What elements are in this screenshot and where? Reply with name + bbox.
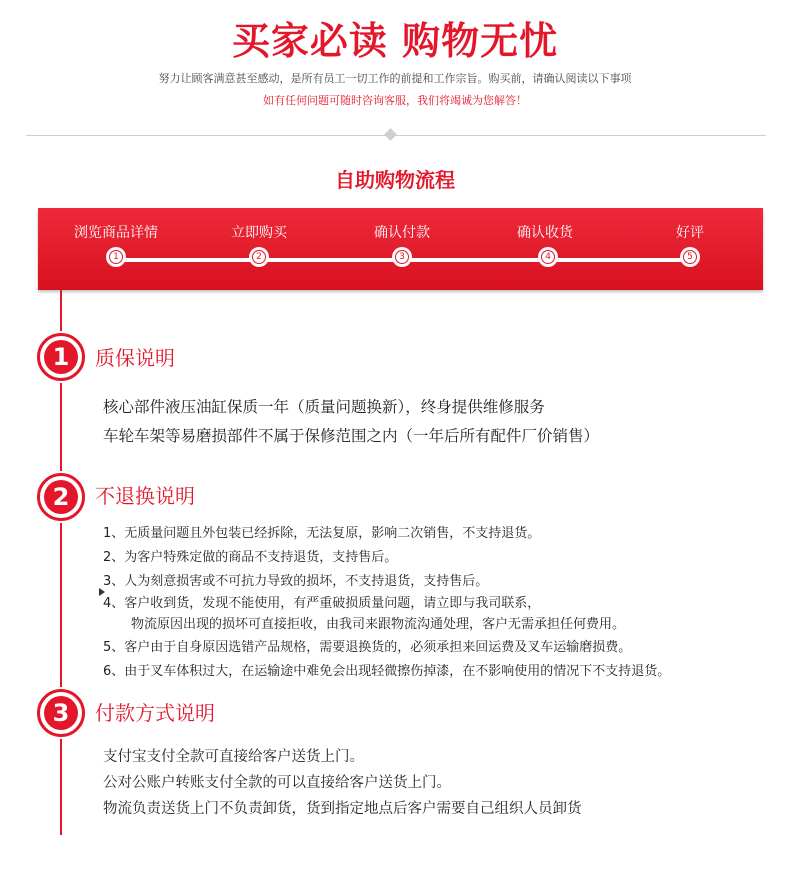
notice-text: 如有任何问题可随时咨询客服，我们将竭诚为您解答！: [263, 94, 527, 107]
section-line: 3、人为刻意损害或不可抗力导致的损坏，不支持退货，支持售后。: [103, 574, 489, 589]
section-line: 1、无质量问题且外包装已经拆除，无法复原，影响二次销售，不支持退货。: [103, 526, 541, 541]
diamond-icon: [384, 128, 397, 141]
page-title: 买家必读 购物无忧: [231, 19, 559, 63]
step-number: 1: [109, 250, 123, 264]
flow-title: 自助购物流程: [335, 168, 455, 192]
section-title-payment: 付款方式说明: [95, 701, 215, 725]
flow-step-marker: [249, 247, 269, 267]
flow-step-label: 浏览商品详情: [74, 225, 158, 241]
intro-text: 努力让顾客满意甚至感动，是所有员工一切工作的前提和工作宗旨。购买前，请确认阅读以下事项: [158, 72, 632, 85]
section-line: 4、客户收到货，发现不能使用，有严重破损质量问题，请立即与我司联系，: [103, 596, 541, 611]
section-line: 公对公账户转账支付全款的可以直接给客户送货上门。: [103, 775, 451, 791]
step-number: 5: [683, 250, 697, 264]
flow-step-marker: [106, 247, 126, 267]
step-number: 4: [541, 250, 555, 264]
flow-step-marker: [538, 247, 558, 267]
section-line: 6、由于叉车体积过大，在运输途中难免会出现轻微擦伤掉漆，在不影响使用的情况下不支持退货。: [103, 664, 671, 679]
flow-step-label: 确认付款: [374, 225, 430, 241]
section-line: 支付宝支付全款可直接给客户送货上门。: [103, 749, 364, 765]
step-number: 3: [395, 250, 409, 264]
section-title-no-return: 不退换说明: [95, 484, 195, 508]
section-line: 物流原因出现的损坏可直接拒收，由我司来跟物流沟通处理，客户无需承担任何费用。: [131, 617, 626, 632]
section-line: 5、客户由于自身原因选错产品规格，需要退换货的，必须承担来回运费及叉车运输磨损费。: [103, 640, 632, 655]
section-line: 核心部件液压油缸保质一年（质量问题换新），终身提供维修服务: [103, 398, 545, 416]
section-line: 2、为客户特殊定做的商品不支持退货，支持售后。: [103, 550, 398, 565]
flow-step-label: 确认收货: [517, 225, 573, 241]
flow-step-marker: [680, 247, 700, 267]
flow-step-label: 立即购买: [231, 225, 287, 241]
section-number-badge: 3: [37, 689, 85, 737]
flow-step-marker: [392, 247, 412, 267]
section-number-badge: 1: [37, 333, 85, 381]
flow-step-label: 好评: [676, 225, 704, 241]
section-number-badge: 2: [37, 473, 85, 521]
section-title-warranty: 质保说明: [95, 346, 175, 370]
section-line: 车轮车架等易磨损部件不属于保修范围之内（一年后所有配件厂价销售）: [103, 427, 600, 445]
step-number: 2: [252, 250, 266, 264]
section-line: 物流负责送货上门不负责卸货，货到指定地点后客户需要自己组织人员卸货: [103, 801, 582, 817]
